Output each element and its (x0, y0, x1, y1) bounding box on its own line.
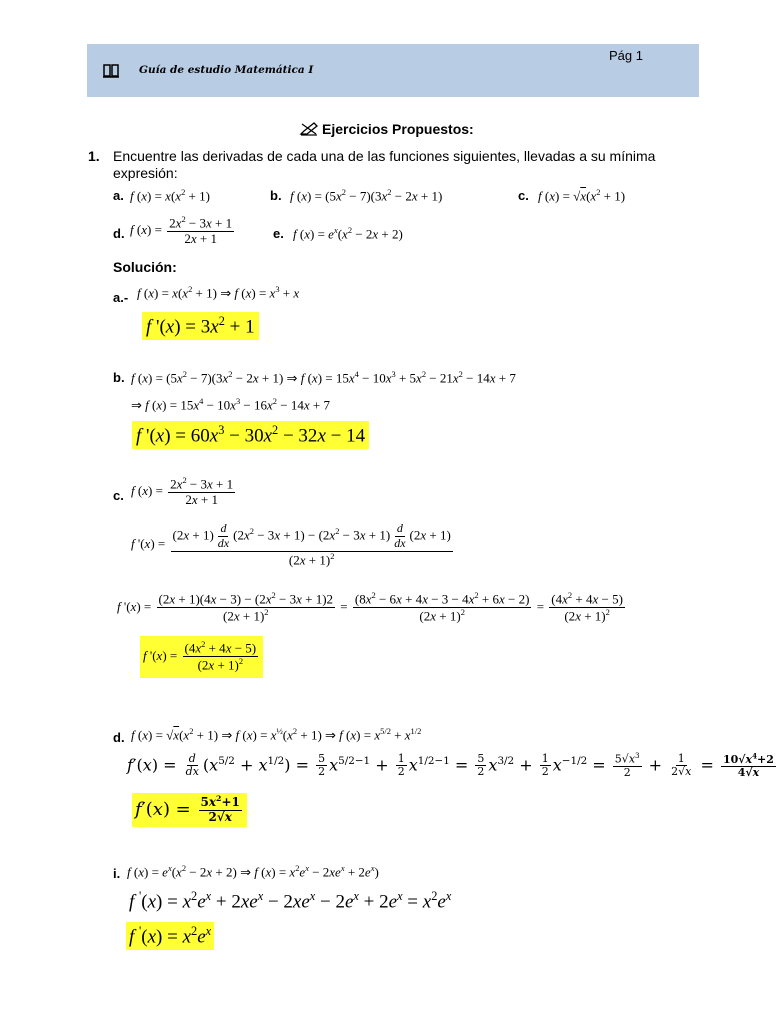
sol-d-result: f′(x) = $\frac{5x^2+1}{2√x}$ (132, 793, 247, 827)
page-number: Pág 1 (609, 48, 643, 63)
statement-line-2: expresión: (113, 165, 178, 181)
item-d-label: d. (113, 226, 125, 241)
item-a-expr: f $(x) = x(x^2 + 1)$ (130, 187, 210, 204)
sol-a-expr: f $(x) = x(x^2 + 1)$ ⇒ f $(x) = x^3 + x$ (137, 284, 300, 301)
section-title (300, 121, 474, 137)
solution-title: Solución: (113, 259, 177, 275)
sol-b-expr2: ⇒ f $(x) = 15x^4 - 10x^3 - 16x^2 - 14x + 7$ (131, 396, 330, 413)
sol-b-expr1: f $(x) = (5x^2 - 7)(3x^2 - 2x + 1)$ ⇒ f $(x) = 15x^4 - 10x^3 + 5x^2 - 21x^2 - 14x + 7$ (131, 369, 516, 386)
sol-i-result: f $'(x) = x^2e^x$ (126, 922, 214, 950)
exercise-number: 1. (88, 148, 100, 164)
sol-c-expr1: f (x) = $\frac{2x^2 - 3x + 1}{2x + 1}$ (131, 475, 234, 508)
statement-line-1: Encuentre las derivadas de cada una de las funciones siguientes, llevadas a su mínima (113, 148, 656, 164)
item-e-expr: f $(x) = e^x(x^2 - 2x + 2)$ (293, 225, 403, 242)
sol-c-label: c. (113, 488, 124, 503)
item-c-expr: f $(x) = √x(x^2 + 1)$ (538, 187, 626, 204)
section-title-text: Ejercicios Propuestos: (322, 121, 474, 137)
item-d-expr: f (x) = $\frac{2x^2 - 3x + 1}{2x + 1}$ (130, 214, 233, 247)
book-icon (103, 64, 119, 78)
item-c-label: c. (518, 188, 529, 203)
sol-i-label: i. (113, 866, 121, 881)
sol-c-result: f '(x) = $\frac{(4x^2 + 4x - 5)}{(2x + 1)^2}$ (140, 636, 263, 678)
sol-d-expr1: f $(x) = √x(x^2 + 1)$ ⇒ f $(x) = x^{\frac{1}{2}}(x^2 + 1)$ ⇒ f $(x) = x^{5/2} + x^{1/2}$ (131, 726, 422, 743)
sol-d-label: d. (113, 730, 125, 745)
item-b-expr: f $(x) = (5x^2 - 7)(3x^2 - 2x + 1)$ (290, 187, 443, 204)
sol-a-label: a.- (113, 290, 129, 305)
page-header (87, 44, 699, 97)
sol-c-expr2: f '(x) = (2x + 1) $\frac{d}{dx}$ $(2x^2 - 3x + 1) - (2x^2 - 3x + 1)$ $\frac{d}{dx}$ (2x + 1) $(2x + 1)^2$ (131, 521, 451, 567)
sol-a-result: f '$(x) = 3x^2 + 1$ (142, 312, 259, 340)
item-a-label: a. (113, 188, 124, 203)
item-e-label: e. (273, 226, 284, 241)
sol-b-result: f '$(x) = 60x^3 - 30x^2 - 32x - 14$ (132, 421, 369, 449)
sol-d-expr2: f′(x) = $\frac{d}{dx}$ $(x^{5/2} + x^{1/2})$ = $\frac{5}{2}$ $x^{5/2-1}$ + $\frac{1}{2}$ $x^{1/2-1}$ = $\frac{5}{2}$ $x^{3/2}$ + $\frac{1}{2}$ $x^{-1/2}$ = $\frac{5√x^3}{2}$ + $\frac{1}{2√x}$ = $\frac{10√x^4+2}{4√x}$ (127, 751, 774, 780)
guide-title: Guía de estudio Matemática I (139, 64, 314, 76)
pencil-icon (300, 122, 318, 136)
item-b-label: b. (270, 188, 282, 203)
sol-i-expr2: f $'(x) = x^2e^x + 2xe^x - 2xe^x - 2e^x + 2e^x = x^2e^x$ (129, 889, 452, 913)
sol-c-expr3: f '(x) = $\frac{(2x + 1)(4x - 3) - (2x^2 - 3x + 1)2}{(2x + 1)^2}$ = $\frac{(8x^2 - 6x + 4x - 3 - 4x^2 + 6x - 2)}{(2x + 1)^2}$ = $\frac{(4x^2 + 4x - 5)}{(2x + 1)^2}$ (117, 590, 623, 624)
sol-i-expr1: f $(x) = e^x(x^2 - 2x + 2)$ ⇒ f $(x) = x^2e^x - 2xe^x + 2e^x$) (127, 863, 379, 880)
sol-b-label: b. (113, 370, 125, 385)
